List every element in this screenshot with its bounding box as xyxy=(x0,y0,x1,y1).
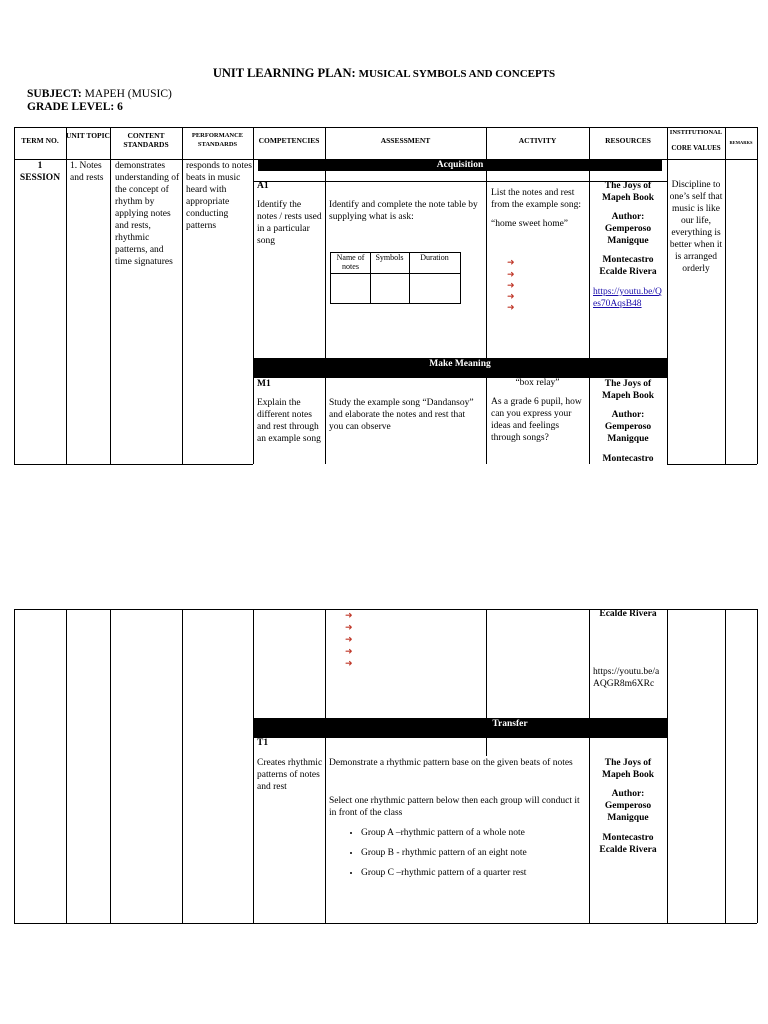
transfer-code: T1 xyxy=(257,738,269,747)
make-meaning-author2-top: Montecastro xyxy=(602,454,654,464)
make-meaning-author2-bottom: Ecalde Rivera xyxy=(599,609,657,619)
acquisition-competency: Identify the notes / rests used in a particular song xyxy=(257,200,322,246)
arrow-bullet-icon: ➜ xyxy=(345,622,353,632)
col-line xyxy=(66,127,67,464)
col-line xyxy=(725,127,726,464)
acquisition-activity-instruction: List the notes and rest from the example song: xyxy=(491,188,581,210)
make-meaning-activity: As a grade 6 pupil, how can you express your ideas and feelings through songs? xyxy=(491,397,582,443)
subject-value: MAPEH (MUSIC) xyxy=(84,88,172,100)
note-table-header-name: Name of notes xyxy=(336,253,365,271)
acquisition-author-label xyxy=(592,211,664,223)
transfer-author2: Montecastro Ecalde Rivera xyxy=(599,833,657,855)
author-label-text: Author: xyxy=(611,212,645,222)
title-main: UNIT LEARNING PLAN: xyxy=(212,66,356,80)
subject-label: SUBJECT: xyxy=(27,88,82,100)
core-values-text: Discipline to one’s self that music is like our life, everything is better when it is arranged orderly xyxy=(669,180,723,274)
transfer-group-list xyxy=(329,823,587,883)
arrow-bullet-icon: ➜ xyxy=(507,257,515,267)
header-remarks: REMARKS xyxy=(729,140,753,145)
col-line xyxy=(486,609,487,718)
grade-line xyxy=(27,101,123,113)
col-line xyxy=(14,609,15,923)
acquisition-code: A1 xyxy=(257,181,269,191)
header-core-values: CORE VALUES xyxy=(671,144,721,152)
make-meaning-activity-title: “box relay” xyxy=(515,378,560,388)
header-competencies: COMPETENCIES xyxy=(258,136,320,145)
table-bottom-border-right xyxy=(667,464,757,465)
acquisition-assessment: Identify and complete the note table by supplying what is ask: xyxy=(329,200,478,222)
make-meaning-bar: Make Meaning xyxy=(253,358,667,378)
arrow-bullet-icon: ➜ xyxy=(345,658,353,668)
transfer-competency: Creates rhythmic patterns of notes and rest xyxy=(257,758,323,792)
col-line xyxy=(667,609,668,923)
document-title xyxy=(0,66,768,81)
col-line xyxy=(589,609,590,923)
note-table-row-line xyxy=(330,273,461,274)
header-assessment: ASSESSMENT xyxy=(380,136,431,145)
note-table-header-symbols: Symbols xyxy=(375,253,404,262)
table-bottom-border-left xyxy=(14,464,253,465)
acquisition-video-link[interactable]: https://youtu.be/Qes70AqsB48 xyxy=(593,287,662,309)
transfer-group-c: • Group C –rhythmic pattern of a quarter rest xyxy=(361,863,587,883)
arrow-bullet-icon: ➜ xyxy=(345,634,353,644)
acquisition-activity-song: “home sweet home” xyxy=(491,219,569,229)
transfer-group-a: • Group A –rhythmic pattern of a whole note xyxy=(361,823,587,843)
arrow-bullet-icon: ➜ xyxy=(507,291,515,301)
table2-bottom-border xyxy=(14,923,757,924)
grade-value: 6 xyxy=(117,101,123,113)
col-line xyxy=(757,609,758,923)
arrow-bullet-icon: ➜ xyxy=(507,280,515,290)
acquisition-author: Gemperoso Manigque xyxy=(604,224,652,246)
transfer-author: Gemperoso Manigque xyxy=(604,801,652,823)
col-line xyxy=(667,127,668,464)
make-meaning-video-link[interactable]: https://youtu.be/aAQGR8m6XRc xyxy=(593,667,660,689)
col-line xyxy=(253,127,254,464)
header-unit-topic: UNIT TOPIC xyxy=(66,131,110,140)
col-line xyxy=(253,609,254,923)
title-sub: MUSICAL SYMBOLS AND CONCEPTS xyxy=(358,68,556,80)
grade-label: GRADE LEVEL: xyxy=(27,101,115,113)
transfer-assessment-2: Select one rhythmic pattern below then each group will conduct it in front of the class xyxy=(329,796,580,818)
col-line xyxy=(110,127,111,464)
author-label-text: Author: xyxy=(611,789,645,799)
unit-topic-text: 1. Notes and rests xyxy=(70,161,104,183)
col-line xyxy=(110,609,111,923)
header-activity: ACTIVITY xyxy=(518,136,557,145)
arrow-bullet-icon: ➜ xyxy=(345,646,353,656)
make-meaning-author: Gemperoso Manigque xyxy=(604,422,652,444)
performance-standards-text: responds to notes beats in music heard with appropriate conducting patterns xyxy=(186,161,252,231)
acquisition-bar: Acquisition xyxy=(258,160,662,171)
header-content-standards: CONTENT STANDARDS xyxy=(123,131,169,149)
make-meaning-assessment: Study the example song “Dandansoy” and elaborate the notes and rest that you can observe xyxy=(329,398,474,432)
content-standards-text: demonstrates understanding of the concept of rhythm by applying notes and rests, rhythmic patterns, and time signatures xyxy=(115,161,180,267)
arrow-bullet-icon: ➜ xyxy=(507,269,515,279)
table-top-border xyxy=(14,127,757,128)
transfer-resource-book: The Joys of Mapeh Book xyxy=(602,758,654,780)
col-line xyxy=(725,609,726,923)
transfer-assessment-1: Demonstrate a rhythmic pattern base on the given beats of notes xyxy=(329,758,573,768)
arrow-bullet-icon: ➜ xyxy=(507,302,515,312)
author-label-text: Author: xyxy=(611,410,645,420)
header-term: TERM NO. xyxy=(21,136,59,145)
transfer-group-b: • Group B - rhythmic pattern of an eight note xyxy=(361,843,587,863)
arrow-bullet-icon: ➜ xyxy=(345,610,353,620)
col-line xyxy=(325,127,326,464)
col-line xyxy=(486,127,487,464)
header-performance-standards: PERFORMANCE STANDARDS xyxy=(191,132,244,148)
col-line xyxy=(182,127,183,464)
make-meaning-resource-book: The Joys of Mapeh Book xyxy=(602,379,654,401)
transfer-bar: Transfer xyxy=(253,718,667,738)
subject-line xyxy=(27,88,172,100)
term-number: 1 xyxy=(37,161,43,171)
col-line xyxy=(486,738,487,756)
make-meaning-code: M1 xyxy=(257,379,271,389)
note-table-header-duration: Duration xyxy=(420,253,449,262)
col-line xyxy=(757,127,758,464)
term-session: SESSION xyxy=(19,173,61,183)
acquisition-resource-book: The Joys of Mapeh Book xyxy=(602,181,654,203)
header-institutional: INSTITUTIONAL xyxy=(669,129,723,136)
header-resources: RESOURCES xyxy=(605,136,651,145)
make-meaning-competency: Explain the different notes and rest through an example song xyxy=(257,398,321,444)
col-line xyxy=(325,609,326,923)
col-line xyxy=(589,127,590,464)
acquisition-author2: Montecastro Ecalde Rivera xyxy=(599,255,657,277)
make-meaning-author-label xyxy=(592,409,664,421)
transfer-author-label xyxy=(592,788,664,800)
col-line xyxy=(66,609,67,923)
col-line xyxy=(182,609,183,923)
